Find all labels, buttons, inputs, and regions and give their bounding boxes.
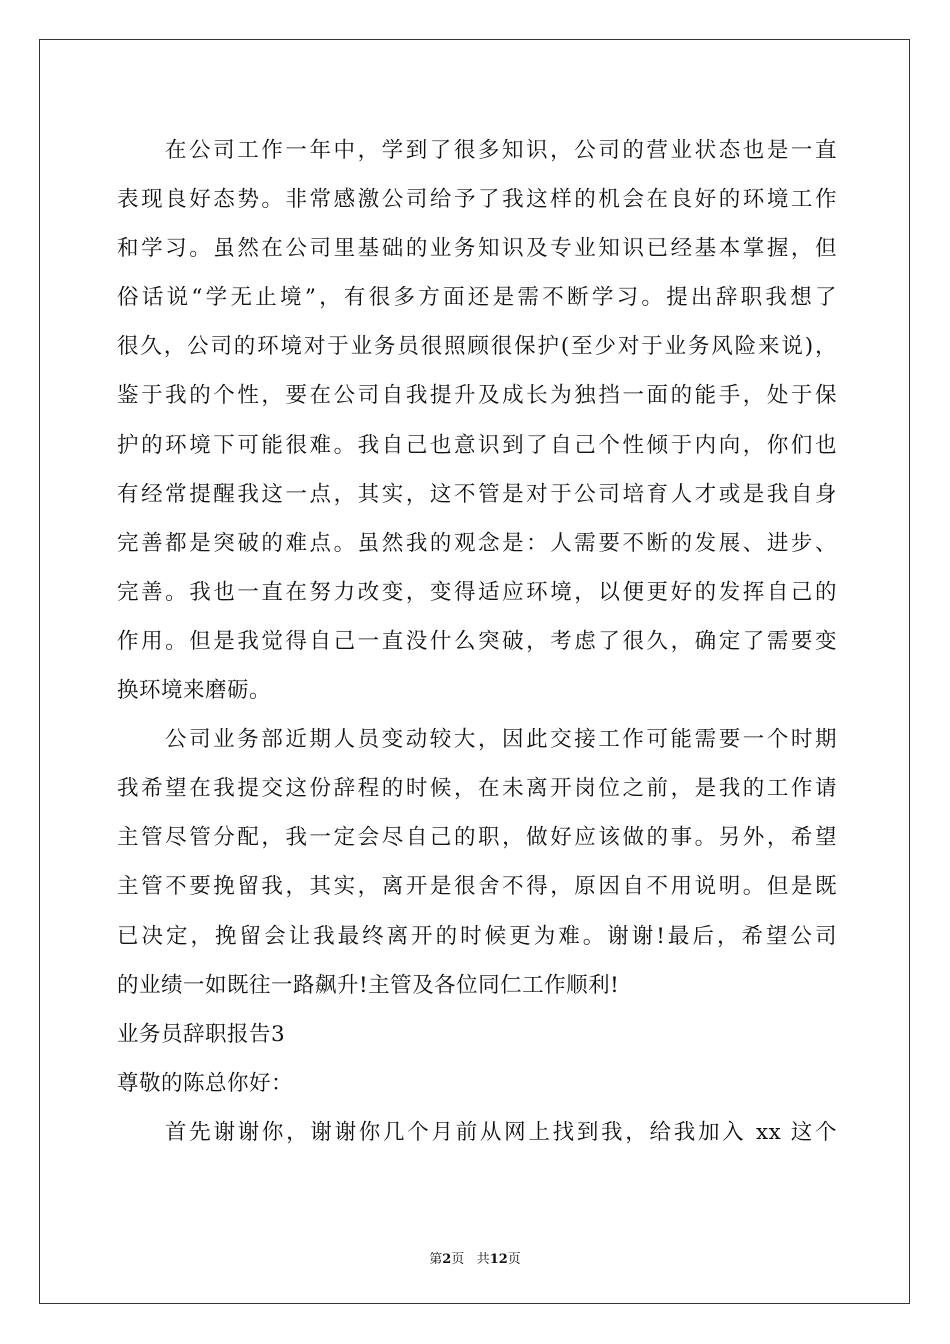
paragraph-3 <box>117 1113 837 1162</box>
text-line: 公司业务部近期人员变动较大，因此交接工作可能需要一个时期 <box>165 727 837 753</box>
text-line: 和学习。虽然在公司里基础的业务知识及专业知识已经基本掌握，但 <box>117 236 837 262</box>
text-line: 俗话说“学无止境”，有很多方面还是需不断学习。提出辞职我想了 <box>117 285 837 311</box>
footer-prefix: 第 <box>429 1252 443 1267</box>
text-line: 我希望在我提交这份辞程的时候，在未离开岗位之前，是我的工作请 <box>117 776 837 802</box>
footer-total-prefix: 共 <box>476 1252 490 1267</box>
text-line: 有经常提醒我这一点，其实，这不管是对于公司培育人才或是我自身 <box>117 481 837 507</box>
text-line: 在公司工作一年中，学到了很多知识，公司的营业状态也是一直 <box>165 138 837 163</box>
text-line: 的业绩一如既往一路飙升!主管及各位同仁工作顺利! <box>117 972 620 998</box>
text-line: 鉴于我的个性，要在公司自我提升及成长为独挡一面的能手，处于保 <box>117 383 837 409</box>
text-line: 表现良好态势。非常感激公司给予了我这样的机会在良好的环境工作 <box>117 187 837 213</box>
text-line: 护的环境下可能很难。我自己也意识到了自己个性倾于内向，你们也 <box>117 432 837 458</box>
page-footer <box>0 1248 950 1267</box>
current-page-number: 2 <box>442 1252 452 1267</box>
text-line: 很久，公司的环境对于业务员很照顾很保护(至少对于业务风险来说)， <box>117 334 837 360</box>
text-line: 换环境来磨砺。 <box>117 678 272 704</box>
salutation: 尊敬的陈总你好： <box>117 1070 294 1096</box>
total-page-number: 12 <box>489 1252 508 1267</box>
document-body <box>117 131 837 1162</box>
footer-total-suffix: 页 <box>507 1252 521 1267</box>
text-line: 作用。但是我觉得自己一直没什么突破，考虑了很久，确定了需要变 <box>117 628 837 654</box>
text-line: 主管不要挽留我，其实，离开是很舍不得，原因自不用说明。但是既 <box>117 874 837 900</box>
section-heading: 业务员辞职报告3 <box>117 1021 286 1047</box>
text-line: 完善都是突破的难点。虽然我的观念是：人需要不断的发展、进步、 <box>117 530 837 556</box>
text-line: 主管尽管分配，我一定会尽自己的职，做好应该做的事。另外，希望 <box>117 825 837 851</box>
paragraph-2 <box>117 720 837 1015</box>
text-line: 已决定，挽留会让我最终离开的时候更为难。谢谢!最后，希望公司 <box>117 923 837 949</box>
footer-page-suffix: 页 <box>451 1252 465 1267</box>
text-line: 完善。我也一直在努力改变，变得适应环境，以便更好的发挥自己的 <box>117 579 837 605</box>
text-line: 首先谢谢你，谢谢你几个月前从网上找到我，给我加入 xx 这个 <box>165 1119 837 1145</box>
paragraph-1 <box>117 131 837 720</box>
